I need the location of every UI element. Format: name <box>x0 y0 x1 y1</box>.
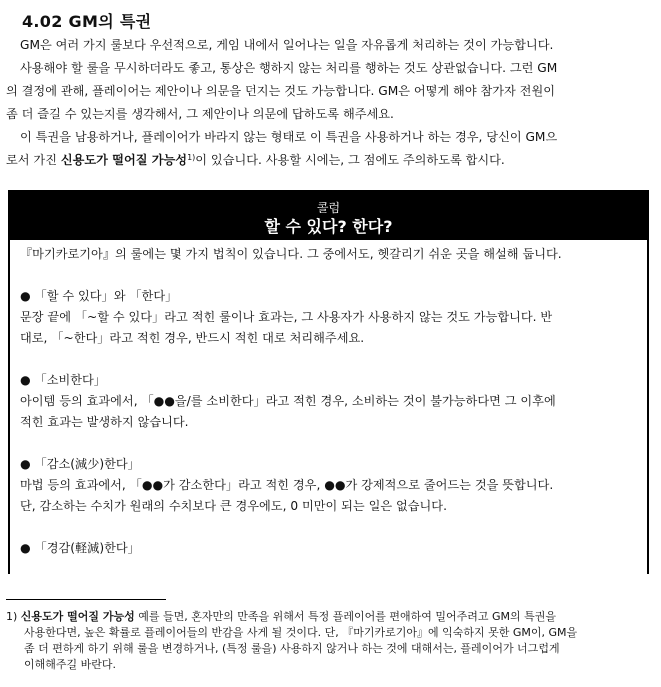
body-text: 이 있습니다. 사용할 시에는, 그 점에도 주의하도록 합시다. <box>195 153 505 167</box>
footnote <box>6 609 656 673</box>
body-line: 좀 더 즐길 수 있는지를 생각해서, 그 제안이나 의문에 답하도록 해주세요. <box>6 107 394 121</box>
entry-line: 마법 등의 효과에서, 「●●가 감소한다」라고 적힌 경우, ●●가 강제적으로 줄어드는 것을 뜻합니다. <box>20 478 554 492</box>
entry-line: 대로, 「~한다」라고 적힌 경우, 반드시 적힌 대로 처리해주세요. <box>20 331 365 345</box>
footnote-line: 이해해주길 바란다. <box>24 658 117 671</box>
footnote-term: 신용도가 떨어질 가능성 <box>20 610 135 623</box>
footnote-line: 사용한다면, 높은 확률로 플레이어들의 반감을 사게 될 것이다. 단, 『마기카로기아』에 익숙하지 못한 GM이, GM을 <box>24 626 578 639</box>
body-line: 사용해야 할 룰을 무시하더라도 좋고, 통상은 행하지 않는 처리를 행하는 것도 상관없습니다. 그런 GM <box>20 61 558 75</box>
body-line <box>6 149 652 172</box>
entry-line: 문장 끝에 「~할 수 있다」라고 적힌 룰이나 효과는, 그 사용자가 사용하지 않는 것도 가능합니다. 반 <box>20 310 553 324</box>
footnote-marker[interactable]: 1) <box>187 153 196 162</box>
entry-line: 단, 감소하는 수치가 원래의 수치보다 큰 경우에도, 0 미만이 되는 일은 없습니다. <box>20 499 447 513</box>
section-heading: 4.02 GM의 특권 <box>22 12 152 31</box>
body-line: 이 특권을 남용하거나, 플레이어가 바라지 않는 형태로 이 특권을 사용하거나 하는 경우, 당신이 GM으 <box>20 130 558 144</box>
column-body <box>10 240 647 559</box>
entry-heading: ● 「경감(軽減)한다」 <box>20 541 140 555</box>
entry-line: 적힌 효과는 발생하지 않습니다. <box>20 415 189 429</box>
footnote-text: 예를 들면, 혼자만의 만족을 위해서 특정 플레이어를 편애하여 밀어주려고 GM의 특권을 <box>134 610 556 623</box>
section-body <box>6 34 652 172</box>
entry-heading: ● 「소비한다」 <box>20 373 106 387</box>
column-kicker: 콜럼 <box>316 201 341 215</box>
body-text: 로서 가진 <box>6 153 61 167</box>
footnote-divider <box>6 599 166 600</box>
footnote-line <box>6 609 656 625</box>
footnote-number: 1) <box>6 610 18 623</box>
entry-heading: ● 「감소(減少)한다」 <box>20 457 140 471</box>
entry-line: 아이템 등의 효과에서, 「●●을/를 소비한다」라고 적힌 경우, 소비하는 것이 불가능하다면 그 이후에 <box>20 394 556 408</box>
column-box <box>8 190 649 574</box>
entry-heading: ● 「할 수 있다」와 「한다」 <box>20 289 178 303</box>
body-line: 의 결정에 관해, 플레이어는 제안이나 의문을 던지는 것도 가능합니다. GM은 어떻게 해야 참가자 전원이 <box>6 84 555 98</box>
column-header <box>10 192 647 240</box>
column-title: 할 수 있다? 한다? <box>264 217 393 236</box>
column-intro: 『마기카로기아』의 룰에는 몇 가지 법칙이 있습니다. 그 중에서도, 헷갈리기 쉬운 곳을 해설해 둡니다. <box>20 247 562 261</box>
body-line: GM은 여러 가지 룰보다 우선적으로, 게임 내에서 일어나는 일을 자유롭게 처리하는 것이 가능합니다. <box>20 38 554 52</box>
footnote-line: 좀 더 편하게 하기 위해 룰을 변경하거나, (특정 룰을) 사용하지 않거나 하는 것에 대해서는, 플레이어가 너그럽게 <box>24 642 560 655</box>
emphasis-term: 신용도가 떨어질 가능성 <box>60 153 188 167</box>
